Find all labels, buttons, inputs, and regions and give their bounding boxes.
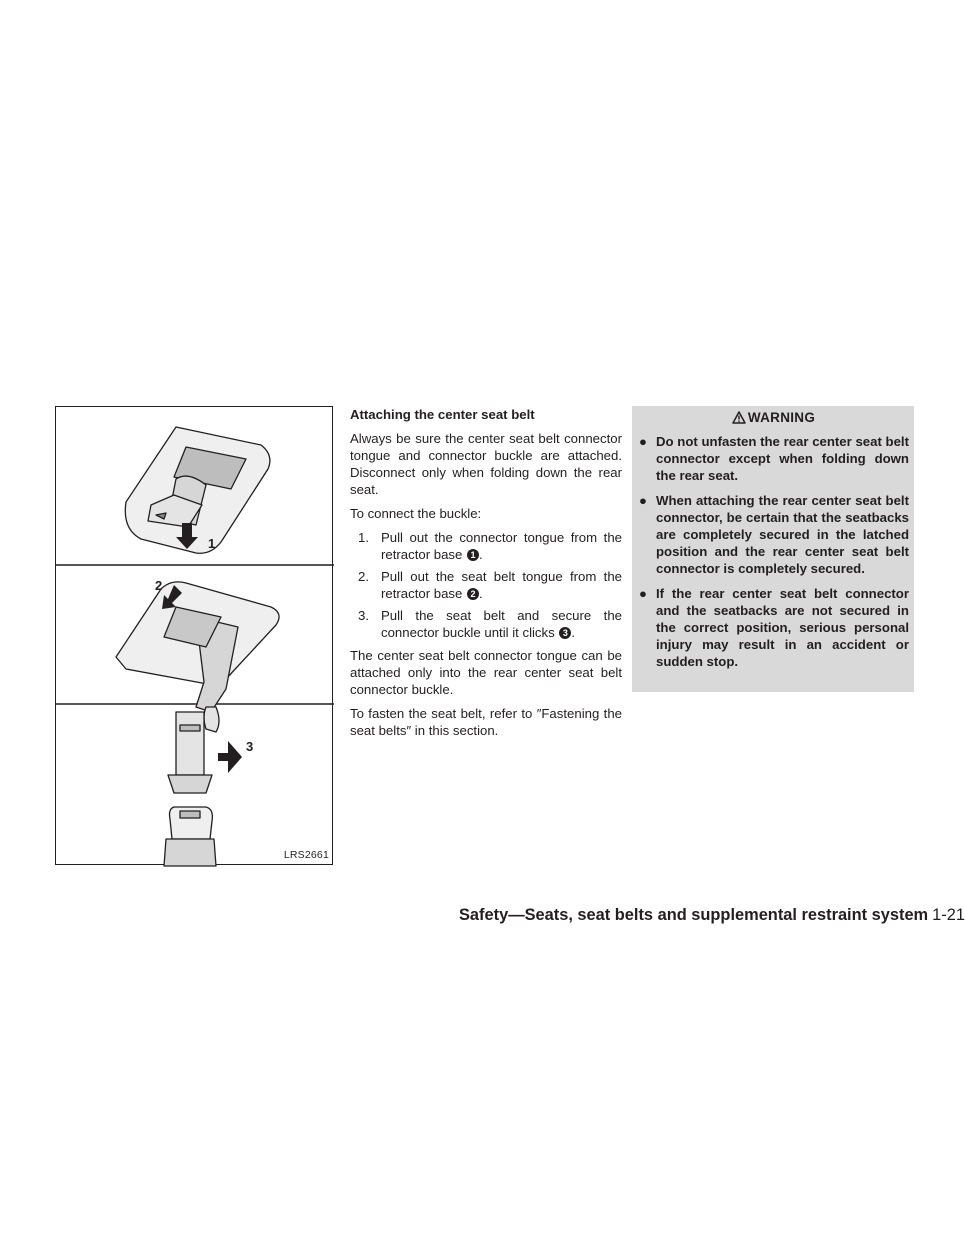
step-item: 3. Pull the seat belt and secure the connector buckle until it clicks 3 .: [358, 608, 622, 640]
arrow-right-3-icon: [218, 741, 242, 773]
step-number: 1.: [358, 530, 369, 545]
steps-list: [350, 529, 622, 641]
page-footer: [459, 906, 965, 925]
footer-section-title: Safety—Seats, seat belts and supplemental restraint system: [459, 906, 929, 924]
step-item: 2. Pull out the seat belt tongue from the retractor base 2 .: [358, 569, 622, 601]
callout-3: 3: [246, 739, 254, 754]
callout-1: 1: [208, 536, 216, 551]
belt-strap-3: [176, 712, 204, 775]
bullet: ●: [639, 586, 647, 601]
warning-item: [638, 433, 909, 484]
warning-text: If the rear center seat belt connector and the seatbacks are not secured in the correct position, serious personal injury may result in an accident or sudden stop.: [656, 586, 909, 669]
step-text: Pull out the seat belt tongue from the retractor base: [381, 569, 622, 601]
bullet: ●: [639, 434, 647, 449]
warning-item: [638, 585, 909, 670]
warning-title: WARNING: [747, 410, 816, 425]
page-number: 1-21: [932, 906, 965, 924]
callout-ref: 2: [467, 588, 479, 600]
bullet: ●: [639, 493, 647, 508]
warning-header: [638, 406, 909, 427]
warning-item: [638, 492, 909, 577]
callout-ref: 1: [467, 549, 479, 561]
warning-text: Do not unfasten the rear center seat belt connector except when folding down the rear seat.: [656, 434, 909, 483]
seat-belt-drawing: [56, 407, 334, 866]
callout-2: 2: [155, 578, 163, 593]
step-item: 1. Pull out the connector tongue from the retractor base 1 .: [358, 530, 622, 562]
figure-code: LRS2661: [283, 849, 329, 861]
reference-paragraph: To fasten the seat belt, refer to ″Fastening the seat belts″ in this section.: [350, 706, 622, 738]
callout-ref: 3: [559, 627, 571, 639]
warning-text: When attaching the rear center seat belt connector, be certain that the seatbacks are completely secured in the latched position and the rear center seat belt connector is completely secured.: [656, 493, 909, 576]
warning-triangle-icon: [732, 411, 746, 424]
step-text: Pull out the connector tongue from the retractor base: [381, 530, 622, 562]
intro-paragraph: Always be sure the center seat belt connector tongue and connector buckle are attached. Disconnect only when folding down the rear seat.: [350, 431, 622, 497]
note-paragraph: The center seat belt connector tongue can be attached only into the rear center seat belt connector buckle.: [350, 648, 622, 697]
connector-tongue-3: [168, 775, 212, 793]
lead-paragraph: To connect the buckle:: [350, 506, 482, 521]
warning-box: [632, 406, 914, 692]
seat-belt-illustration: [55, 406, 333, 865]
section-heading: Attaching the center seat belt: [350, 407, 535, 422]
instructions-column: [350, 406, 622, 746]
step-number: 3.: [358, 608, 369, 623]
step-number: 2.: [358, 569, 369, 584]
warning-list: [638, 433, 909, 670]
step-text: Pull the seat belt and secure the connector buckle until it clicks: [381, 608, 622, 640]
